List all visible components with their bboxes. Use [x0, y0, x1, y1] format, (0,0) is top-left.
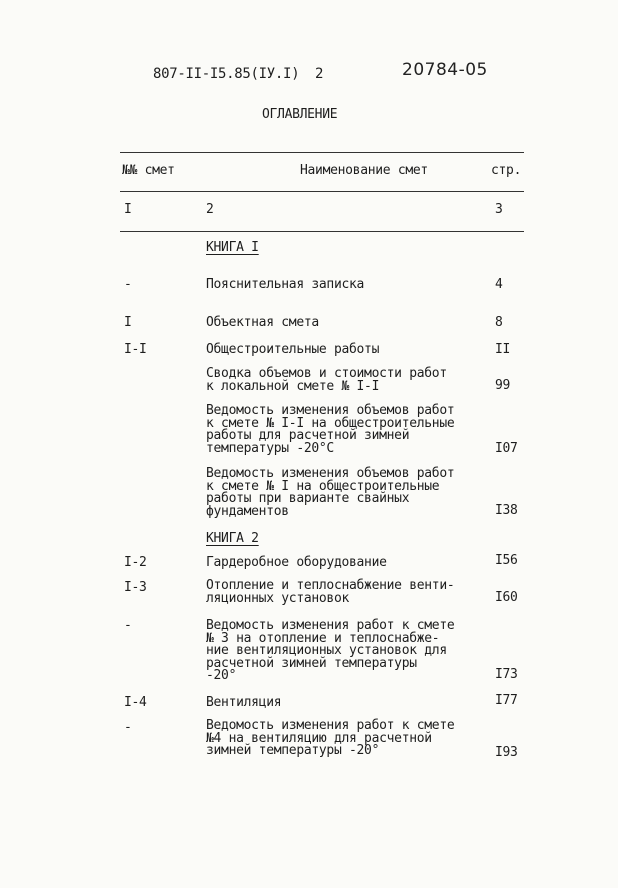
- name-line: Сводка объемов и стоимости работ: [206, 366, 447, 381]
- table-row-name: Вентиляция: [206, 695, 282, 710]
- column-header-page: стр.: [491, 163, 522, 178]
- table-header-rule: [120, 191, 524, 192]
- column-header-name: Наименование смет: [300, 163, 428, 178]
- name-line: Ведомость изменения объемов работ: [206, 403, 455, 418]
- table-row-page: I07: [495, 441, 518, 456]
- name-line: Ведомость изменения работ к смете: [206, 618, 455, 633]
- table-row-page: I56: [495, 553, 518, 568]
- table-row-page: 99: [495, 378, 511, 393]
- table-row-page: I60: [495, 590, 518, 605]
- table-row-name: [206, 468, 454, 518]
- name-line: к локальной смете № I-I: [206, 378, 380, 394]
- table-row-num: I-4: [124, 695, 147, 710]
- section-heading-book-1: КНИГА I: [206, 240, 259, 255]
- page-number: 2: [315, 66, 324, 82]
- name-line: температуры -20°С: [206, 440, 334, 456]
- document-code: 807-II-I5.85(IУ.I): [153, 66, 300, 82]
- section-heading-book-2: КНИГА 2: [206, 531, 259, 546]
- table-row-name: [206, 368, 447, 393]
- table-row-page: 4: [495, 277, 503, 292]
- name-line: к смете № I-I на общестроительные: [206, 415, 455, 431]
- name-line: ние вентиляционных установок для: [206, 643, 447, 658]
- column-number-name: 2: [206, 202, 214, 217]
- table-row-name: [206, 620, 454, 683]
- name-line: ляционных установок: [206, 590, 350, 606]
- table-row-num: -: [124, 720, 132, 735]
- table-row-name: [206, 720, 454, 758]
- name-line: работы при варианте свайных: [206, 491, 410, 506]
- name-line: № 3 на отопление и теплоснабже-: [206, 630, 440, 646]
- name-line: фундаментов: [206, 503, 289, 519]
- table-row-num: I: [124, 315, 132, 330]
- table-row-num: -: [124, 618, 132, 633]
- name-line: -20°: [206, 668, 237, 683]
- name-line: Ведомость изменения объемов работ: [206, 466, 455, 481]
- table-row-num: I-3: [124, 580, 147, 595]
- name-line: №4 на вентиляцию для расчетной: [206, 730, 432, 746]
- table-row-page: I93: [495, 745, 518, 760]
- table-row-page: I38: [495, 503, 518, 518]
- table-row-name: Пояснительная записка: [206, 277, 365, 292]
- table-row-name: Объектная смета: [206, 315, 319, 330]
- name-line: Ведомость изменения работ к смете: [206, 718, 455, 733]
- table-top-rule: [120, 152, 524, 153]
- name-line: к смете № I на общестроительные: [206, 478, 440, 494]
- page-title: ОГЛАВЛЕНИЕ: [262, 107, 338, 122]
- table-row-name: Общестроительные работы: [206, 342, 380, 357]
- table-row-num: I-I: [124, 342, 147, 357]
- table-row-num: I-2: [124, 555, 147, 570]
- table-row-page: I77: [495, 693, 518, 708]
- table-row-name: [206, 580, 454, 605]
- handwritten-number: 20784-05: [402, 60, 488, 80]
- table-row-name: Гардеробное оборудование: [206, 555, 387, 570]
- column-header-num: №№ смет: [122, 163, 175, 178]
- table-row-page: I73: [495, 667, 518, 682]
- table-row-num: -: [124, 277, 132, 292]
- column-number-num: I: [124, 202, 132, 217]
- table-row-page: II: [495, 342, 511, 357]
- name-line: Отопление и теплоснабжение венти-: [206, 578, 455, 593]
- name-line: работы для расчетной зимней: [206, 428, 410, 443]
- table-body-rule: [120, 231, 524, 232]
- table-row-name: [206, 405, 454, 455]
- name-line: зимней температуры -20°: [206, 743, 380, 758]
- table-row-page: 8: [495, 315, 503, 330]
- column-number-page: 3: [495, 202, 503, 217]
- name-line: расчетной зимней температуры: [206, 655, 417, 671]
